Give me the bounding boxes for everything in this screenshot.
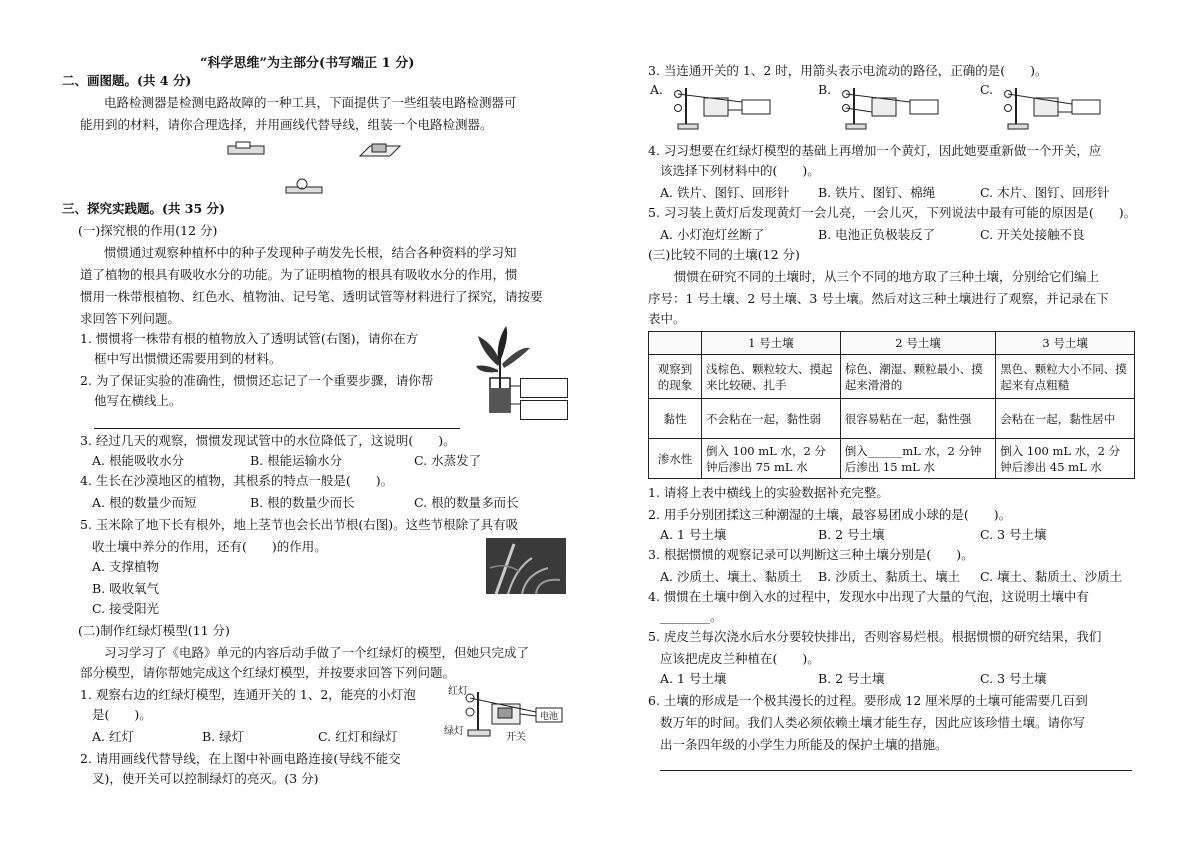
right-question-5-option-a[interactable]: A. 小灯泡灯丝断了 xyxy=(660,227,765,242)
table-question-3: 3. 根据惯惯的观察记录可以判断这三种土壤分别是( )。 xyxy=(648,547,974,562)
table-row-label: 观察到的现象 xyxy=(649,355,702,399)
circuit-option-b-label: B. xyxy=(818,82,832,97)
circuit-option-c-label: C. xyxy=(980,82,994,97)
table-row xyxy=(649,439,1135,479)
material-board-figure xyxy=(356,140,404,160)
question-2-line-2: 他写在横线上。 xyxy=(94,393,182,408)
part-1-text-3: 惯用一株带根植物、红色水、植物油、记号笔、透明试管等材料进行了探究，请按要 xyxy=(80,289,543,304)
part-2-question-2-line-2: 叉)，使开关可以控制绿灯的亮灭。(3 分) xyxy=(92,771,319,786)
question-1-line-1: 1. 惯惯将一株带有根的植物放入了透明试管(右图)，请你在方 xyxy=(80,331,419,346)
question-1-line-2: 框中写出惯惯还需要用到的材料。 xyxy=(94,351,282,366)
table-question-5-option-b[interactable]: B. 2 号土壤 xyxy=(818,671,885,686)
corn-roots-photo xyxy=(486,538,566,594)
table-question-2-option-c[interactable]: C. 3 号土壤 xyxy=(980,527,1047,542)
table-question-3-option-b[interactable]: B. 沙质土、黏质土、壤土 xyxy=(818,569,961,584)
part-2-question-1-option-b[interactable]: B. 绿灯 xyxy=(202,729,245,744)
table-question-2-option-a[interactable]: A. 1 号土壤 xyxy=(660,527,727,542)
question-2-answer-line[interactable] xyxy=(94,428,460,429)
table-cell: 不会粘在一起，黏性弱 xyxy=(702,399,841,439)
part-2-text-1: 习习学习了《电路》单元的内容后动手做了一个红绿灯的模型，但她只完成了 xyxy=(104,645,530,660)
part-2-title: (二)制作红绿灯模型(11 分) xyxy=(78,623,230,638)
table-question-6-line-3: 出一条四年级的小学生力所能及的保护土壤的措施。 xyxy=(660,737,948,752)
figure-red-light-label: 红灯 xyxy=(448,686,468,697)
right-question-3: 3. 当连通开关的 1、2 时，用箭头表示电流动的路径，正确的是( )。 xyxy=(648,63,1048,78)
part-3-text-3: 表中。 xyxy=(648,311,686,326)
table-cell: 棕色、潮湿、颗粒最小、摸起来滑滑的 xyxy=(840,355,995,399)
material-bulb-figure xyxy=(284,176,326,196)
part-1-text-1: 惯惯通过观察种植杯中的种子发现种子萌发先长根，结合各种资料的学习知 xyxy=(104,245,517,260)
table-row xyxy=(649,355,1135,399)
circuit-option-b[interactable] xyxy=(818,82,948,134)
table-question-5-option-a[interactable]: A. 1 号土壤 xyxy=(660,671,727,686)
right-question-4-line-1: 4. 习习想要在红绿灯模型的基础上再增加一个黄灯，因此她要重新做一个开关，应 xyxy=(648,143,1102,158)
table-header-cell: 1 号土壤 xyxy=(702,332,841,355)
part-1-title: (一)探究根的作用(12 分) xyxy=(78,223,218,238)
table-header-cell: 3 号土壤 xyxy=(996,332,1135,355)
question-2-line-1: 2. 为了保证实验的准确性，惯惯还忘记了一个重要步骤，请你帮 xyxy=(80,373,434,388)
part-2-question-2-line-1: 2. 请用画线代替导线，在上图中补画电路连接(导线不能交 xyxy=(80,751,401,766)
question-5-line-2: 收土壤中养分的作用，还有( )的作用。 xyxy=(92,539,327,554)
table-header-cell: 2 号土壤 xyxy=(840,332,995,355)
section-3-title: 三、探究实践题。(共 35 分) xyxy=(62,201,225,216)
table-cell-blank[interactable]: 倒入______mL 水，2 分钟后渗出 15 mL 水 xyxy=(840,439,995,479)
right-question-5-option-b[interactable]: B. 电池正负极装反了 xyxy=(818,227,936,242)
part-3-title: (三)比较不同的土壤(12 分) xyxy=(648,247,800,262)
figure-green-light-label: 绿灯 xyxy=(444,726,464,737)
table-question-5-line-1: 5. 虎皮兰每次浇水后水分要较快排出，否则容易烂根。根据惯惯的研究结果，我们 xyxy=(648,629,1102,644)
right-question-4-option-c[interactable]: C. 木片、图钉、回形针 xyxy=(980,185,1110,200)
table-header-row xyxy=(649,332,1135,355)
question-5-option-b[interactable]: B. 吸收氧气 xyxy=(92,581,160,596)
part-2-question-1-line-2: 是( )。 xyxy=(92,707,152,722)
question-4: 4. 生长在沙漠地区的植物，其根系的特点一般是( )。 xyxy=(80,473,394,488)
figure-switch-label: 开关 xyxy=(506,732,526,743)
part-2-question-1-line-1: 1. 观察右边的红绿灯模型，连通开关的 1、2，能亮的小灯泡 xyxy=(80,687,416,702)
answer-box-2[interactable] xyxy=(520,400,568,420)
table-cell: 浅棕色、颗粒较大、摸起来比较硬、扎手 xyxy=(702,355,841,399)
question-3-option-c[interactable]: C. 水蒸发了 xyxy=(414,453,482,468)
section-2-text-2: 能用到的材料，请你合理选择，并用画线代替导线，组装一个电路检测器。 xyxy=(80,117,493,132)
table-question-3-option-c[interactable]: C. 壤土、黏质土、沙质土 xyxy=(980,569,1123,584)
table-question-5-option-c[interactable]: C. 3 号土壤 xyxy=(980,671,1047,686)
question-3-option-a[interactable]: A. 根能吸收水分 xyxy=(92,453,184,468)
table-question-4-line-2[interactable]: ________。 xyxy=(660,609,723,624)
table-cell: 倒入 100 mL 水，2 分钟后渗出 45 mL 水 xyxy=(996,439,1135,479)
part-1-text-4: 求回答下列问题。 xyxy=(80,311,181,326)
section-2-text-1: 电路检测器是检测电路故障的一种工具，下面提供了一些组装电路检测器可 xyxy=(104,95,517,110)
question-4-option-c[interactable]: C. 根的数量多而长 xyxy=(414,495,519,510)
table-question-3-option-a[interactable]: A. 沙质土、壤土、黏质土 xyxy=(660,569,802,584)
question-4-option-b[interactable]: B. 根的数量少而长 xyxy=(250,495,355,510)
table-cell: 很容易粘在一起，黏性强 xyxy=(840,399,995,439)
part-2-question-1-option-c[interactable]: C. 红灯和绿灯 xyxy=(318,729,398,744)
part-2-text-2: 部分模型，请你帮她完成这个红绿灯模型，并按要求回答下列问题。 xyxy=(80,665,456,680)
section-2-title: 二、画图题。(共 4 分) xyxy=(62,73,192,88)
table-question-6-line-2: 数万年的时间。我们人类必须依赖土壤才能生存，因此应该珍惜土壤。请你写 xyxy=(660,715,1086,730)
answer-box-1[interactable] xyxy=(520,378,568,398)
table-question-1: 1. 请将上表中横线上的实验数据补充完整。 xyxy=(648,485,889,500)
part-2-question-1-option-a[interactable]: A. 红灯 xyxy=(92,729,134,744)
question-3-option-b[interactable]: B. 根能运输水分 xyxy=(250,453,343,468)
right-question-4-option-b[interactable]: B. 铁片、图钉、棉绳 xyxy=(818,185,936,200)
traffic-light-model-figure[interactable] xyxy=(440,682,566,742)
right-question-5-option-c[interactable]: C. 开关处接触不良 xyxy=(980,227,1085,242)
table-question-4-line-1: 4. 惯惯在土壤中倒入水的过程中，发现水中出现了大量的气泡，这说明土壤中有 xyxy=(648,589,1089,604)
soil-comparison-table xyxy=(648,331,1135,479)
circuit-option-a[interactable] xyxy=(650,82,780,134)
table-question-2-option-b[interactable]: B. 2 号土壤 xyxy=(818,527,885,542)
table-row xyxy=(649,399,1135,439)
question-5-line-1: 5. 玉米除了地下长有根外，地上茎节也会长出节根(右图)。这些节根除了具有吸 xyxy=(80,517,519,532)
table-cell: 会粘在一起，黏性居中 xyxy=(996,399,1135,439)
material-switch-figure xyxy=(226,140,268,158)
table-header-cell xyxy=(649,332,702,355)
right-question-5: 5. 习习装上黄灯后发现黄灯一会儿亮，一会儿灭，下列说法中最有可能的原因是( )。 xyxy=(648,205,1137,220)
circuit-option-a-label: A. xyxy=(650,82,664,97)
question-5-option-a[interactable]: A. 支撑植物 xyxy=(92,559,159,574)
table-cell: 倒入 100 mL 水，2 分钟后渗出 75 mL 水 xyxy=(702,439,841,479)
figure-battery-label: 电池 xyxy=(540,712,559,722)
question-6-answer-line[interactable] xyxy=(660,770,1132,771)
question-5-option-c[interactable]: C. 接受阳光 xyxy=(92,601,160,616)
right-question-4-line-2: 该选择下列材料中的( )。 xyxy=(660,163,820,178)
part-3-text-2: 序号：1 号土壤、2 号土壤、3 号土壤。然后对这三种土壤进行了观察，并记录在下 xyxy=(648,291,1109,306)
table-row-label: 黏性 xyxy=(649,399,702,439)
table-cell: 黑色、颗粒大小不同、摸起来有点粗糙 xyxy=(996,355,1135,399)
right-question-4-option-a[interactable]: A. 铁片、图钉、回形针 xyxy=(660,185,790,200)
circuit-option-c[interactable] xyxy=(980,82,1110,134)
question-4-option-a[interactable]: A. 根的数量少而短 xyxy=(92,495,197,510)
part-1-text-2: 道了植物的根具有吸收水分的功能。为了证明植物的根具有吸收水分的作用，惯 xyxy=(80,267,518,282)
table-row-label: 渗水性 xyxy=(649,439,702,479)
table-question-5-line-2: 应该把虎皮兰种植在( )。 xyxy=(660,651,820,666)
table-question-2: 2. 用手分别团揉这三种潮湿的土壤，最容易团成小球的是( )。 xyxy=(648,507,1012,522)
question-3: 3. 经过几天的观察，惯惯发现试管中的水位降低了，这说明( )。 xyxy=(80,433,456,448)
page-header: “科学思维”为主部分(书写端正 1 分) xyxy=(200,56,415,71)
part-3-text-1: 惯惯在研究不同的土壤时，从三个不同的地方取了三种土壤，分别给它们编上 xyxy=(674,269,1100,284)
table-question-6-line-1: 6. 土壤的形成是一个极其漫长的过程。要形成 12 厘米厚的土壤可能需要几百到 xyxy=(648,693,1088,708)
